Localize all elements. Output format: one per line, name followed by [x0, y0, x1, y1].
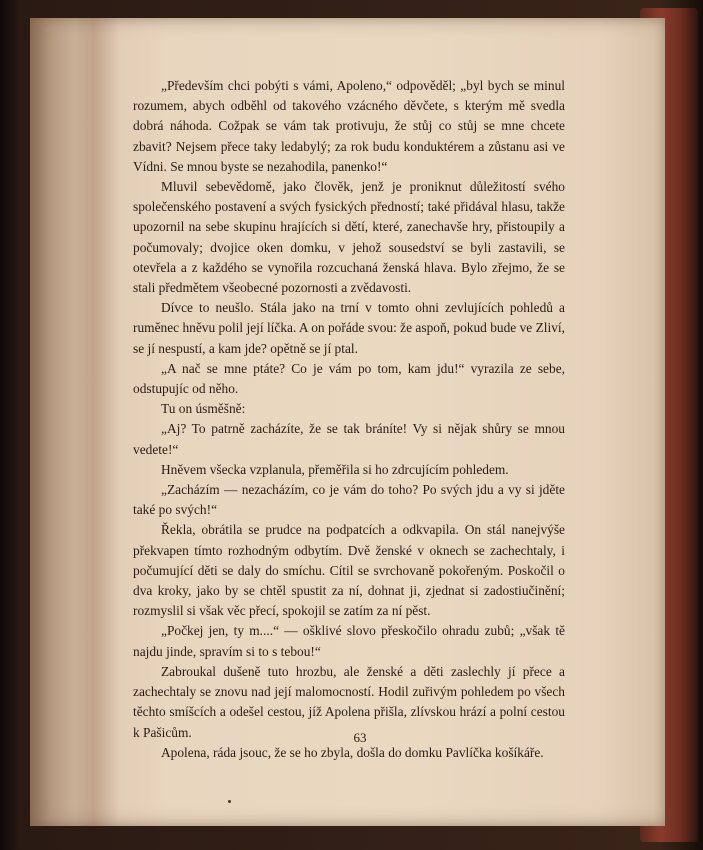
paragraph: „Především chci pobýti s vámi, Apoleno,“ odpověděl; „byl bych se minul rozumem, abych odběhl od takového vzácného děvčete, s kterým mě svedla dobrá náhoda. Cožpak se vám tak protivuju, že stůj co stůj se mne chcete zbavit? Nejsem přece taky ledabylý; za rok budu konduktérem a zůstanu asi ve Vídni. Se mnou byste se nezahodila, panenko!“ — [133, 78, 565, 174]
paragraph: Apolena, ráda jsouc, že se ho zbyla, došla do domku Pavlíčka košíkáře. — [161, 744, 544, 760]
paragraph: „A nač se mne ptáte? Co je vám po tom, kam jdu!“ vyrazila ze sebe, odstupujíc od něho. — [133, 360, 565, 397]
paragraph: Řekla, obrátila se prudce na podpatcích a odkvapila. On stál nanejvýše překvapen tímto rozhodným odbytím. Dvě ženské v oknech se zachechtaly, i počumující děti se daly do smíchu. Cítil se svrchovaně pokořeným. Poskočil o dva kroky, jako by se chtěl spustit za ní, dohnat ji, zjednat si zadostiučinění; rozmyslil si však věc přecí, spokojil se zatím za ní pěst. — [133, 522, 565, 619]
paragraph: Mluvil sebevědomě, jako člověk, jenž je proniknut důležitostí svého společenského postavení a svých fysických předností; také přidával hlasu, takže upozornil na sebe skupinu hrajících si dětí, které, zanechavše hry, přistoupily a počumovaly; dvojice oken domku, v jehož sousedství se byli zastavili, se otevřela a z každého se vynořila rozcuchaná ženská hlava. Bylo zřejmo, že se stali předmětem všeobecné pozornosti a zvědavosti. — [133, 179, 565, 296]
page-number: 63 — [353, 730, 367, 745]
paragraph: Dívce to neušlo. Stála jako na trní v tomto ohni zevlujících pohledů a ruměnec hněvu polil její líčka. A on pořáde svou: že aspoň, pokud bude ve Zliví, se jí nespustí, a kam jde? opětně se jí ptal. — [133, 300, 565, 356]
paragraph: „Počkej jen, ty m....“ — ošklivé slovo přeskočilo ohradu zubů; „však tě najdu jinde, spravím si to s tebou!“ — [133, 623, 565, 659]
paragraph: „Aj? To patrně zacházíte, že se tak bráníte! Vy si nějak shůry se mnou vedete!“ — [133, 421, 565, 457]
paragraph: „Zacházím — nezacházím, co je vám do toho? Po svých jdu a vy si jděte také po svých!“ — [133, 482, 565, 518]
paragraph: Zabroukal dušeně tuto hrozbu, ale ženské a děti zaslechly jí přece a zachechtaly se znovu nad její malomocností. Hodil zuřivým pohledem po všech těchto smíšcích a odešel cestou, jíž Apolena přišla, zlívskou hrází a polní cestou k Pašicům. — [133, 663, 565, 740]
paper-speck — [228, 800, 231, 803]
paragraph: Tu on úsměšně: — [161, 401, 246, 417]
paragraph: Hněvem všecka vzplanula, přeměřila si ho zdrcujícím pohledem. — [161, 461, 509, 477]
body-text — [133, 76, 565, 763]
